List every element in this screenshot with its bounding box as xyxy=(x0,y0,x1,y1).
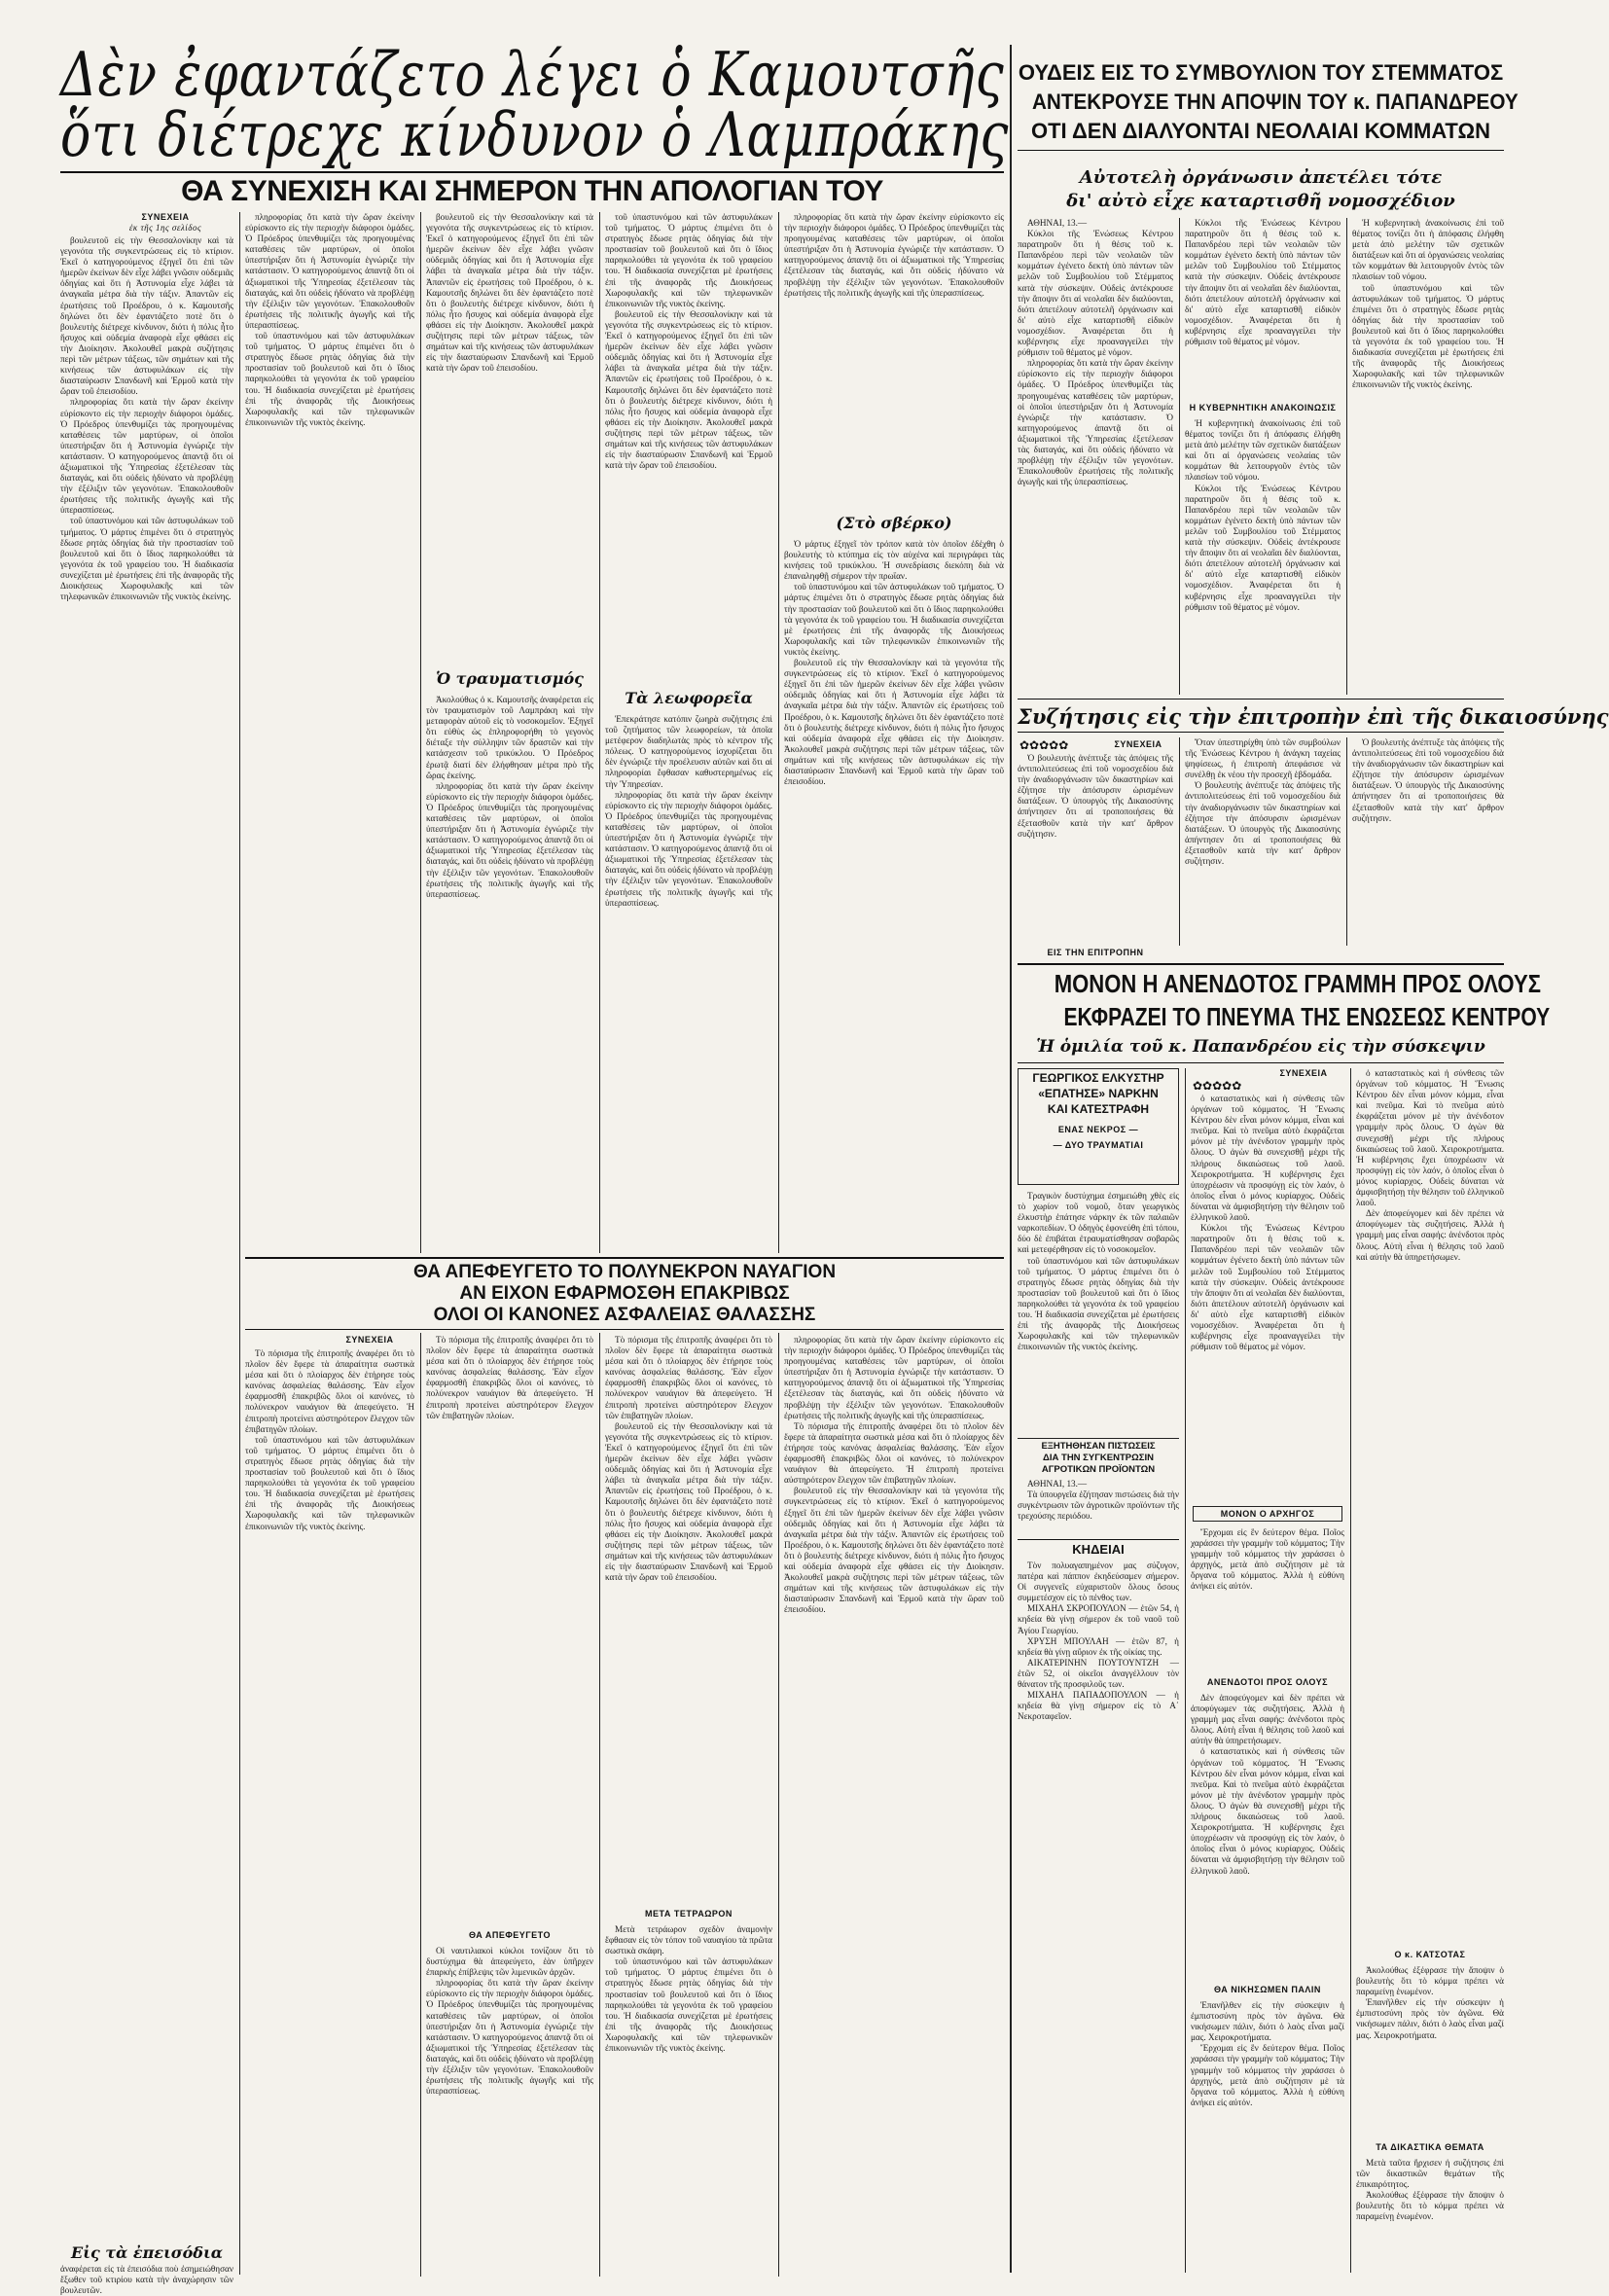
lead-subhead: ΘΑ ΣΥΝΕΧΙΣΗ ΚΑΙ ΣΗΜΕΡΟΝ ΤΗΝ ΑΠΟΛΟΓΙΑΝ ΤΟΥ xyxy=(181,175,883,207)
justice-headline: Συζήτησις εἰς τὴν ἐπιτροπὴν ἐπὶ τῆς δικαιοσύνης xyxy=(1018,704,1609,729)
justice-column-2: Ὅταν ὑπεστηρίχθη ὑπὸ τῶν συμβούλων τῆς Ἑνώσεως Κέντρου ἡ ἀνάγκη ταχείας ψηφίσεως, ἡ ἐπιτροπὴ ἀπεφάσισε νὰ συνέλθῃ ἐκ νέου τὴν προσεχῆ ἑβδομάδα. Ὁ βουλευτὴς ἀνέπτυξε τὰς ἀπόψεις τῆς ἀντιπολιτεύσεως ἐπὶ τοῦ νομοσχεδίου διὰ τὴν ἀναδιοργάνωσιν τῶν δικαστηρίων καὶ ἐζήτησε τὴν ἀπόσυρσιν ὡρισμένων διατάξεων. Ὁ ὑπουργὸς τῆς Δικαιοσύνης ἀπήντησεν ὅτι αἱ τροποποιήσεις θὰ ἐξετασθοῦν κατὰ τὴν κατ' ἄρθρον συζήτησιν. xyxy=(1185,737,1341,867)
shipwreck-continued: ΣΥΝΕΧΕΙΑ xyxy=(345,1335,394,1345)
shipwreck-headline-1: ΘΑ ΑΠΕΦΕΥΓΕΤΟ ΤΟ ΠΟΛΥΝΕΚΡΟΝ ΝΑΥΑΓΙΟΝ xyxy=(412,1262,837,1282)
lead-text-b: πληροφορίας ὅτι κατὰ τὴν ὥραν ἐκείνην εὑρίσκοντο εἰς τὴν περιοχὴν διάφοροι ὁμάδες. Ὁ Πρόεδρος ὑπενθυμίζει τὰς προηγουμένας καταθέσεις τῶν μαρτύρων, οἱ ὁποῖοι ὑπεστήριξαν ὅτι ἡ Ἀστυνομία ἐγνώριζε τὴν κατάστασιν. Ὁ κατηγορούμενος ἀπαντᾷ ὅτι οἱ ἀξιωματικοὶ τῆς Ὑπηρεσίας ἐξετέλεσαν τὰς διαταγάς, καὶ ὅτι οὐδεὶς ἠδύνατο νὰ προβλέψῃ τὴν ἐξέλιξιν τῶν γεγονότων. Ἐπακολουθοῦν ἐρωτήσεις τῆς πολιτικῆς ἀγωγῆς καὶ τῆς ὑπερασπίσεως. xyxy=(60,397,233,516)
council-headline-3: ΟΤΙ ΔΕΝ ΔΙΑΛΥΟΝΤΑΙ ΝΕΟΛΑΙΑΙ ΚΟΜΜΑΤΩΝ xyxy=(1030,119,1490,143)
lead-side-head-3: (Στὸ σβέρκο) xyxy=(836,514,952,532)
lead-column-2: πληροφορίας ὅτι κατὰ τὴν ὥραν ἐκείνην εὑρίσκοντο εἰς τὴν περιοχὴν διάφοροι ὁμάδες. Ὁ Πρόεδρος ὑπενθυμίζει τὰς προηγουμένας καταθέσεις τῶν μαρτύρων, οἱ ὁποῖοι ὑπεστήριξαν ὅτι ἡ Ἀστυνομία ἐγνώριζε τὴν κατάστασιν. Ὁ κατηγορούμενος ἀπαντᾷ ὅτι οἱ ἀξιωματικοὶ τῆς Ὑπηρεσίας ἐξετέλεσαν τὰς διαταγάς, καὶ ὅτι οὐδεὶς ἠδύνατο νὰ προβλέψῃ τὴν ἐξέλιξιν τῶν γεγονότων. Ἐπακολουθοῦν ἐρωτήσεις τῆς πολιτικῆς ἀγωγῆς καὶ τῆς ὑπερασπίσεως. τοῦ ὑπαστυνόμου καὶ τῶν ἀστυφυλάκων τοῦ τμήματος. Ὁ μάρτυς ἐπιμένει ὅτι ὁ στρατηγὸς ἔδωσε ρητὰς ὁδηγίας διὰ τὴν προστασίαν τοῦ βουλευτοῦ καὶ ὅτι ὁ ἴδιος παρηκολούθει τὰ γεγονότα ἐκ τοῦ γραφείου του. Ἡ διαδικασία συνεχίζεται μὲ ἐρωτήσεις ἐπὶ τῆς ἀναφορᾶς τῆς Διοικήσεως Χωροφυλακῆς καὶ τῶν τηλεφωνικῶν ἐπικοινωνιῶν τῆς νυκτὸς ἐκείνης. xyxy=(245,212,414,427)
lead-headline-2: ὅτι διέτρεχε κίνδυνον ὁ Λαμπράκης xyxy=(60,99,1010,170)
shipwreck-sub-2: ΘΑ ΑΠΕΦΕΥΓΕΤΟ xyxy=(468,1930,552,1940)
funeral-entry: ΧΡΥΣΗ ΜΠΟΥΛΑΗ — ἐτῶν 87, ἡ κηδεία θὰ γίνῃ αὔριον ἐκ τῆς οἰκίας της. xyxy=(1018,1635,1179,1657)
funeral-entry: ΑΙΚΑΤΕΡΙΝΗΝ ΠΟΥΤΟΥΝΤΖΗ — ἐτῶν 52, οἱ οἰκεῖοι ἀναγγέλλουν τὸν θάνατον τῆς προσφιλοῦς των. xyxy=(1018,1657,1179,1690)
shipwreck-column-1: Τὸ πόρισμα τῆς ἐπιτροπῆς ἀναφέρει ὅτι τὸ πλοῖον δὲν ἔφερε τὰ ἀπαραίτητα σωστικὰ μέσα καὶ ὅτι ὁ πλοίαρχος δὲν ἐτήρησε τοὺς κανόνας ἀσφαλείας θαλάσσης. Ἐὰν εἶχον ἐφαρμοσθῆ ἐπακριβῶς ὅλοι οἱ κανόνες, τὸ πολύνεκρον ναυάγιον θὰ ἀπεφεύγετο. Ἡ ἐπιτροπὴ προτείνει αὐστηρότερον ἔλεγχον τῶν ἐπιβατηγῶν πλοίων. τοῦ ὑπαστυνόμου καὶ τῶν ἀστυφυλάκων τοῦ τμήματος. Ὁ μάρτυς ἐπιμένει ὅτι ὁ στρατηγὸς ἔδωσε ρητὰς ὁδηγίας διὰ τὴν προστασίαν τοῦ βουλευτοῦ καὶ ὅτι ὁ ἴδιος παρηκολούθει τὰ γεγονότα ἐκ τοῦ γραφείου του. Ἡ διαδικασία συνεχίζεται μὲ ἐρωτήσεις ἐπὶ τῆς ἀναφορᾶς τῆς Διοικήσεως Χωροφυλακῆς καὶ τῶν τηλεφωνικῶν ἐπικοινωνιῶν τῆς νυκτὸς ἐκείνης. xyxy=(245,1348,414,1531)
justice-ornament: ✿✿✿✿✿ xyxy=(1019,738,1069,752)
council-headline-1: ΟΥΔΕΙΣ ΕΙΣ ΤΟ ΣΥΜΒΟΥΛΙΟΝ ΤΟΥ ΣΤΕΜΜΑΤΟΣ xyxy=(1018,60,1504,85)
credit-headline-2: ΔΙΑ ΤΗΝ ΣΥΓΚΕΝΤΡΩΣΙΝ xyxy=(1043,1453,1154,1463)
lead-side-head-2: Τὰ λεωφορεῖα xyxy=(625,689,753,707)
unyielding-sub-1: ΜΟΝΟΝ Ο ΑΡΧΗΓΟΣ xyxy=(1220,1509,1315,1519)
lead-side-text-1: Ἀκολούθως ὁ κ. Καμουτσῆς ἀναφέρεται εἰς τὸν τραυματισμὸν τοῦ Λαμπράκη καὶ τὴν μεταφορὰν αὐτοῦ εἰς τὸ νοσοκομεῖον. Ἐξηγεῖ ὅτι εὐθὺς ὡς ἐπληροφορήθη τὸ γεγονὸς διέταξε τὴν σύλληψιν τῶν δραστῶν καὶ τὴν κατάσχεσιν τοῦ τρικύκλου. Ὁ Πρόεδρος ἐρωτᾷ διατί δὲν ἐλήφθησαν μέτρα πρὸ τῆς ὥρας ἐκείνης. πληροφορίας ὅτι κατὰ τὴν ὥραν ἐκείνην εὑρίσκοντο εἰς τὴν περιοχὴν διάφοροι ὁμάδες. Ὁ Πρόεδρος ὑπενθυμίζει τὰς προηγουμένας καταθέσεις τῶν μαρτύρων, οἱ ὁποῖοι ὑπεστήριξαν ὅτι ἡ Ἀστυνομία ἐγνώριζε τὴν κατάστασιν. Ὁ κατηγορούμενος ἀπαντᾷ ὅτι οἱ ἀξιωματικοὶ τῆς Ὑπηρεσίας ἐξετέλεσαν τὰς διαταγάς, καὶ ὅτι οὐδεὶς ἠδύνατο νὰ προβλέψῃ τὴν ἐξέλιξιν τῶν γεγονότων. Ἐπακολουθοῦν ἐρωτήσεις τῆς πολιτικῆς ἀγωγῆς καὶ τῆς ὑπερασπίσεως. xyxy=(426,695,594,899)
lead-column-5: πληροφορίας ὅτι κατὰ τὴν ὥραν ἐκείνην εὑρίσκοντο εἰς τὴν περιοχὴν διάφοροι ὁμάδες. Ὁ Πρόεδρος ὑπενθυμίζει τὰς προηγουμένας καταθέσεις τῶν μαρτύρων, οἱ ὁποῖοι ὑπεστήριξαν ὅτι ἡ Ἀστυνομία ἐγνώριζε τὴν κατάστασιν. Ὁ κατηγορούμενος ἀπαντᾷ ὅτι οἱ ἀξιωματικοὶ τῆς Ὑπηρεσίας ἐξετέλεσαν τὰς διαταγάς, καὶ ὅτι οὐδεὶς ἠδύνατο νὰ προβλέψῃ τὴν ἐξέλιξιν τῶν γεγονότων. Ἐπακολουθοῦν ἐρωτήσεις τῆς πολιτικῆς ἀγωγῆς καὶ τῆς ὑπερασπίσεως. xyxy=(784,212,1004,298)
lead-text-a: βουλευτοῦ εἰς τὴν Θεσσαλονίκην καὶ τὰ γεγονότα τῆς συγκεντρώσεως εἰς τὸ κτίριον. Ἐκεῖ ὁ κατηγορούμενος ἐξηγεῖ ὅτι ἐπὶ τῶν ἡμερῶν ἐκείνων δὲν εἶχε λάβει γνῶσιν οὐδεμιᾶς ὁδηγίας καὶ ὅτι ἡ Ἀστυνομία εἶχε λάβει τὰ ἀναγκαῖα μέτρα διὰ τὴν τάξιν. Ἀπαντῶν εἰς ἐρωτήσεις τοῦ Προέδρου, ὁ κ. Καμουτσῆς δηλώνει ὅτι δὲν ἐφαντάζετο ποτὲ ὅτι ὁ βουλευτὴς διέτρεχε κίνδυνον, διότι ἡ πόλις ἦτο ἥσυχος καὶ οὐδεμία ἀναφορὰ εἶχε φθάσει εἰς τὴν Διοίκησιν. Ἀκολουθεῖ μακρὰ συζήτησις περὶ τῶν μέτρων τάξεως, τῶν σημάτων καὶ τῆς κινήσεως τῶν ἀστυφυλάκων εἰς τὴν διασταύρωσιν Σπανδωνῆ καὶ Ἑρμοῦ κατὰ τὴν ὥραν τοῦ ἐπεισοδίου. xyxy=(60,235,233,397)
credit-text: ΑΘΗΝΑΙ, 13.— Τὰ ὑπουργεῖα ἐζήτησαν πιστώσεις διὰ τὴν συγκέντρωσιν τῶν ἀγροτικῶν προϊόντων τῆς τρεχούσης περιόδου. xyxy=(1018,1479,1179,1522)
accident-sub-2: — ΔΥΟ ΤΡΑΥΜΑΤΙΑΙ xyxy=(1053,1140,1144,1150)
funerals-list xyxy=(1018,1561,1179,2273)
shipwreck-column-4: πληροφορίας ὅτι κατὰ τὴν ὥραν ἐκείνην εὑρίσκοντο εἰς τὴν περιοχὴν διάφοροι ὁμάδες. Ὁ Πρόεδρος ὑπενθυμίζει τὰς προηγουμένας καταθέσεις τῶν μαρτύρων, οἱ ὁποῖοι ὑπεστήριξαν ὅτι ἡ Ἀστυνομία ἐγνώριζε τὴν κατάστασιν. Ὁ κατηγορούμενος ἀπαντᾷ ὅτι οἱ ἀξιωματικοὶ τῆς Ὑπηρεσίας ἐξετέλεσαν τὰς διαταγάς, καὶ ὅτι οὐδεὶς ἠδύνατο νὰ προβλέψῃ τὴν ἐξέλιξιν τῶν γεγονότων. Ἐπακολουθοῦν ἐρωτήσεις τῆς πολιτικῆς ἀγωγῆς καὶ τῆς ὑπερασπίσεως. Τὸ πόρισμα τῆς ἐπιτροπῆς ἀναφέρει ὅτι τὸ πλοῖον δὲν ἔφερε τὰ ἀπαραίτητα σωστικὰ μέσα καὶ ὅτι ὁ πλοίαρχος δὲν ἐτήρησε τοὺς κανόνας ἀσφαλείας θαλάσσης. Ἐὰν εἶχον ἐφαρμοσθῆ ἐπακριβῶς ὅλοι οἱ κανόνες, τὸ πολύνεκρον ναυάγιον θὰ ἀπεφεύγετο. Ἡ ἐπιτροπὴ προτείνει αὐστηρότερον ἔλεγχον τῶν ἐπιβατηγῶν πλοίων. βουλευτοῦ εἰς τὴν Θεσσαλονίκην καὶ τὰ γεγονότα τῆς συγκεντρώσεως εἰς τὸ κτίριον. Ἐκεῖ ὁ κατηγορούμενος ἐξηγεῖ ὅτι ἐπὶ τῶν ἡμερῶν ἐκείνων δὲν εἶχε λάβει γνῶσιν οὐδεμιᾶς ὁδηγίας καὶ ὅτι ἡ Ἀστυνομία εἶχε λάβει τὰ ἀναγκαῖα μέτρα διὰ τὴν τάξιν. Ἀπαντῶν εἰς ἐρωτήσεις τοῦ Προέδρου, ὁ κ. Καμουτσῆς δηλώνει ὅτι δὲν ἐφαντάζετο ποτὲ ὅτι ὁ βουλευτὴς διέτρεχε κίνδυνον, διότι ἡ πόλις ἦτο ἥσυχος καὶ οὐδεμία ἀναφορὰ εἶχε φθάσει εἰς τὴν Διοίκησιν. Ἀκολουθεῖ μακρὰ συζήτησις περὶ τῶν μέτρων τάξεως, τῶν σημάτων καὶ τῆς κινήσεως τῶν ἀστυφυλάκων εἰς τὴν διασταύρωσιν Σπανδωνῆ καὶ Ἑρμοῦ κατὰ τὴν ὥραν τοῦ ἐπεισοδίου. xyxy=(784,1335,1004,1615)
shipwreck-headline-3: ΟΛΟΙ ΟΙ ΚΑΝΟΝΕΣ ΑΣΦΑΛΕΙΑΣ ΘΑΛΑΣΣΗΣ xyxy=(433,1305,816,1325)
funeral-entry: ΜΙΧΑΗΛ ΠΑΠΑΔΟΠΟΥΛΟΝ — ἡ κηδεία θὰ γίνῃ σήμερον εἰς τὸ Α΄ Νεκροταφεῖον. xyxy=(1018,1690,1179,1722)
accident-sub-1: ΕΝΑΣ ΝΕΚΡΟΣ — xyxy=(1057,1125,1139,1134)
unyielding-sub-2: ΑΝΕΝΔΟΤΟΙ ΠΡΟΣ ΟΛΟΥΣ xyxy=(1206,1677,1329,1687)
shipwreck-text-2: Οἱ ναυτιλιακοὶ κύκλοι τονίζουν ὅτι τὸ δυστύχημα θὰ ἀπεφεύγετο, ἐὰν ὑπῆρχεν ἐπαρκὴς ἐπίβλεψις τῶν λιμενικῶν ἀρχῶν. πληροφορίας ὅτι κατὰ τὴν ὥραν ἐκείνην εὑρίσκοντο εἰς τὴν περιοχὴν διάφοροι ὁμάδες. Ὁ Πρόεδρος ὑπενθυμίζει τὰς προηγουμένας καταθέσεις τῶν μαρτύρων, οἱ ὁποῖοι ὑπεστήριξαν ὅτι ἡ Ἀστυνομία ἐγνώριζε τὴν κατάστασιν. Ὁ κατηγορούμενος ἀπαντᾷ ὅτι οἱ ἀξιωματικοὶ τῆς Ὑπηρεσίας ἐξετέλεσαν τὰς διαταγάς, καὶ ὅτι οὐδεὶς ἠδύνατο νὰ προβλέψῃ τὴν ἐξέλιξιν τῶν γεγονότων. Ἐπακολουθοῦν ἐρωτήσεις τῆς πολιτικῆς ἀγωγῆς καὶ τῆς ὑπερασπίσεως. xyxy=(426,1946,594,2097)
lead-column-1 xyxy=(60,235,233,2240)
council-subhead-1: Αὐτοτελὴ ὀργάνωσιν ἀπετέλει τότε xyxy=(1079,167,1443,188)
unyielding-text-2: Δὲν ἀποφεύγομεν καὶ δὲν πρέπει νὰ ἀποφύγωμεν τὰς συζητήσεις. Ἀλλὰ ἡ γραμμὴ μας εἶναι σαφής: ἀνένδοτοι πρὸς ὅλους. Αὐτὴ εἶναι ἡ θέλησις τοῦ λαοῦ καὶ αὐτὴν θὰ ὑπηρετήσωμεν. ὁ καταστατικὸς καὶ ἡ σύνθεσις τῶν ὀργάνων τοῦ κόμματος. Ἡ Ἕνωσις Κέντρου δὲν εἶναι μόνον κόμμα, εἶναι καὶ πνεῦμα. Καὶ τὸ πνεῦμα αὐτὸ ἐκφράζεται μόνον μὲ τὴν ἀνένδοτον γραμμὴν πρὸς ὅλους. Ὁ ἀγὼν θὰ συνεχισθῇ μέχρι τῆς πλήρους δικαιώσεως τοῦ λαοῦ. Χειροκροτήματα. Ἡ κυβέρνησις ἔχει ὑποχρέωσιν νὰ προσφύγῃ εἰς τὸν λαόν, ὁ ὁποῖος εἶναι ὁ μόνος κυρίαρχος. Οὐδεὶς δύναται νὰ ἀμφισβητήσῃ τὴν θέλησιν τοῦ ἑλληνικοῦ λαοῦ. xyxy=(1191,1693,1344,1876)
unyielding-text-3: Ἐπανῆλθεν εἰς τὴν σύσκεψιν ἡ ἐμπιστοσύνη πρὸς τὸν ἀγῶνα. Θὰ νικήσωμεν πάλιν, διότι ὁ λαὸς εἶναι μαζί μας. Χειροκροτήματα. Ἔρχομαι εἰς ἓν δεύτερον θέμα. Ποῖος χαράσσει τὴν γραμμὴν τοῦ κόμματος; Τὴν γραμμὴν τοῦ κόμματος τὴν χαράσσει ὁ ἀρχηγός, μετὰ ἀπὸ συζήτησιν μὲ τὰ ὄργανα τοῦ κόμματος. Ἀλλὰ ἡ εὐθύνη ἀνήκει εἰς αὐτόν. xyxy=(1191,2000,1344,2107)
council-column-1: ΑΘΗΝΑΙ, 13.— Κύκλοι τῆς Ἑνώσεως Κέντρου παρατηροῦν ὅτι ἡ θέσις τοῦ κ. Παπανδρέου περὶ τῶν νεολαιῶν τῶν κομμάτων ἐγένετο δεκτὴ ὑπὸ πάντων τῶν μελῶν τοῦ Συμβουλίου τοῦ Στέμματος κατὰ τὴν σύσκεψιν. Οὐδεὶς ἀντέκρουσε τὴν ἄποψιν ὅτι αἱ νεολαῖαι δὲν διαλύονται, διότι ἀπετέλουν αὐτοτελῆ ὀργάνωσιν καὶ δι' αὐτὸ εἶχε καταρτισθῆ εἰδικὸν νομοσχέδιον. Ἀναφέρεται ὅτι ἡ κυβέρνησις εἶχε προαναγγείλει τὴν ρύθμισιν τοῦ θέματος μὲ νόμον. πληροφορίας ὅτι κατὰ τὴν ὥραν ἐκείνην εὑρίσκοντο εἰς τὴν περιοχὴν διάφοροι ὁμάδες. Ὁ Πρόεδρος ὑπενθυμίζει τὰς προηγουμένας καταθέσεις τῶν μαρτύρων, οἱ ὁποῖοι ὑπεστήριξαν ὅτι ἡ Ἀστυνομία ἐγνώριζε τὴν κατάστασιν. Ὁ κατηγορούμενος ἀπαντᾷ ὅτι οἱ ἀξιωματικοὶ τῆς Ὑπηρεσίας ἐξετέλεσαν τὰς διαταγάς, καὶ ὅτι οὐδεὶς ἠδύνατο νὰ προβλέψῃ τὴν ἐξέλιξιν τῶν γεγονότων. Ἐπακολουθοῦν ἐρωτήσεις τῆς πολιτικῆς ἀγωγῆς καὶ τῆς ὑπερασπίσεως. xyxy=(1018,218,1173,487)
council-column-2: Κύκλοι τῆς Ἑνώσεως Κέντρου παρατηροῦν ὅτι ἡ θέσις τοῦ κ. Παπανδρέου περὶ τῶν νεολαιῶν τῶν κομμάτων ἐγένετο δεκτὴ ὑπὸ πάντων τῶν μελῶν τοῦ Συμβουλίου τοῦ Στέμματος κατὰ τὴν σύσκεψιν. Οὐδεὶς ἀντέκρουσε τὴν ἄποψιν ὅτι αἱ νεολαῖαι δὲν διαλύονται, διότι ἀπετέλουν αὐτοτελῆ ὀργάνωσιν καὶ δι' αὐτὸ εἶχε καταρτισθῆ εἰδικὸν νομοσχέδιον. Ἀναφέρεται ὅτι ἡ κυβέρνησις εἶχε προαναγγείλει τὴν ρύθμισιν τοῦ θέματος μὲ νόμον. xyxy=(1185,218,1341,347)
accident-headline-1: ΓΕΩΡΓΙΚΟΣ ΕΛΚΥΣΤΗΡ xyxy=(1032,1071,1164,1085)
lead-side-text-3: Ὁ μάρτυς ἐξηγεῖ τὸν τρόπον κατὰ τὸν ὁποῖον ἐδέχθη ὁ βουλευτὴς τὸ κτύπημα εἰς τὸν αὐχένα καὶ περιγράφει τὰς κινήσεις τοῦ τρικύκλου. Ἡ συνεδρίασις διεκόπη διὰ νὰ ἐπαναληφθῇ σήμερον τὴν πρωΐαν. τοῦ ὑπαστυνόμου καὶ τῶν ἀστυφυλάκων τοῦ τμήματος. Ὁ μάρτυς ἐπιμένει ὅτι ὁ στρατηγὸς ἔδωσε ρητὰς ὁδηγίας διὰ τὴν προστασίαν τοῦ βουλευτοῦ καὶ ὅτι ὁ ἴδιος παρηκολούθει τὰ γεγονότα ἐκ τοῦ γραφείου του. Ἡ διαδικασία συνεχίζεται μὲ ἐρωτήσεις ἐπὶ τῆς ἀναφορᾶς τῆς Διοικήσεως Χωροφυλακῆς καὶ τῶν τηλεφωνικῶν ἐπικοινωνιῶν τῆς νυκτὸς ἐκείνης. βουλευτοῦ εἰς τὴν Θεσσαλονίκην καὶ τὰ γεγονότα τῆς συγκεντρώσεως εἰς τὸ κτίριον. Ἐκεῖ ὁ κατηγορούμενος ἐξηγεῖ ὅτι ἐπὶ τῶν ἡμερῶν ἐκείνων δὲν εἶχε λάβει γνῶσιν οὐδεμιᾶς ὁδηγίας καὶ ὅτι ἡ Ἀστυνομία εἶχε λάβει τὰ ἀναγκαῖα μέτρα διὰ τὴν τάξιν. Ἀπαντῶν εἰς ἐρωτήσεις τοῦ Προέδρου, ὁ κ. Καμουτσῆς δηλώνει ὅτι δὲν ἐφαντάζετο ποτὲ ὅτι ὁ βουλευτὴς διέτρεχε κίνδυνον, διότι ἡ πόλις ἦτο ἥσυχος καὶ οὐδεμία ἀναφορὰ εἶχε φθάσει εἰς τὴν Διοίκησιν. Ἀκολουθεῖ μακρὰ συζήτησις περὶ τῶν μέτρων τάξεως, τῶν σημάτων καὶ τῆς κινήσεως τῶν ἀστυφυλάκων εἰς τὴν διασταύρωσιν Σπανδωνῆ καὶ Ἑρμοῦ κατὰ τὴν ὥραν τοῦ ἐπεισοδίου. xyxy=(784,539,1004,787)
unyielding-sub-3: ΘΑ ΝΙΚΗΣΩΜΕΝ ΠΑΛΙΝ xyxy=(1214,1985,1321,1994)
lead-headline-1: Δὲν ἐφαντάζετο λέγει ὁ Καμουτσῆς xyxy=(60,39,1005,110)
unyielding-headline-2: ΕΚΦΡΑΖΕΙ ΤΟ ΠΝΕΥΜΑ ΤΗΣ ΕΝΩΣΕΩΣ ΚΕΝΤΡΟΥ xyxy=(1063,1002,1551,1031)
lead-headline-rule xyxy=(60,171,1004,173)
justice-sub: ΕΙΣ ΤΗΝ ΕΠΙΤΡΟΠΗΝ xyxy=(1047,948,1144,957)
unyielding-sub-5: ΤΑ ΔΙΚΑΣΤΙΚΑ ΘΕΜΑΤΑ xyxy=(1376,2142,1484,2152)
justice-column-3: Ὁ βουλευτὴς ἀνέπτυξε τὰς ἀπόψεις τῆς ἀντιπολιτεύσεως ἐπὶ τοῦ νομοσχεδίου διὰ τὴν ἀναδιοργάνωσιν τῶν δικαστηρίων καὶ ἐζήτησε τὴν ἀπόσυρσιν ὡρισμένων διατάξεων. Ὁ ὑπουργὸς τῆς Δικαιοσύνης ἀπήντησεν ὅτι αἱ τροποποιήσεις θὰ ἐξετασθοῦν κατὰ τὴν κατ' ἄρθρον συζήτησιν. xyxy=(1352,737,1504,823)
funerals-headline: ΚΗΔΕΙΑΙ xyxy=(1072,1542,1125,1557)
lead-side-text-2: Ἐπεκράτησε κατόπιν ζωηρὰ συζήτησις ἐπὶ τοῦ ζητήματος τῶν λεωφορείων, τὰ ὁποῖα μετέφερον διαδηλωτὰς πρὸς τὸ κέντρον τῆς πόλεως. Ὁ κατηγορούμενος ἰσχυρίζεται ὅτι δὲν ἐγνώριζε τὴν προέλευσιν αὐτῶν καὶ ὅτι αἱ πληροφορίαι ἔφθασαν καθυστερημένως εἰς τὴν Ὑπηρεσίαν. πληροφορίας ὅτι κατὰ τὴν ὥραν ἐκείνην εὑρίσκοντο εἰς τὴν περιοχὴν διάφοροι ὁμάδες. Ὁ Πρόεδρος ὑπενθυμίζει τὰς προηγουμένας καταθέσεις τῶν μαρτύρων, οἱ ὁποῖοι ὑπεστήριξαν ὅτι ἡ Ἀστυνομία ἐγνώριζε τὴν κατάστασιν. Ὁ κατηγορούμενος ἀπαντᾷ ὅτι οἱ ἀξιωματικοὶ τῆς Ὑπηρεσίας ἐξετέλεσαν τὰς διαταγάς, καὶ ὅτι οὐδεὶς ἠδύνατο νὰ προβλέψῃ τὴν ἐξέλιξιν τῶν γεγονότων. Ἐπακολουθοῦν ἐρωτήσεις τῆς πολιτικῆς ἀγωγῆς καὶ τῆς ὑπερασπίσεως. xyxy=(605,714,773,908)
council-box-head: Η ΚΥΒΕΡΝΗΤΙΚΗ ΑΝΑΚΟΙΝΩΣΙΣ xyxy=(1189,403,1337,413)
shipwreck-column-2: Τὸ πόρισμα τῆς ἐπιτροπῆς ἀναφέρει ὅτι τὸ πλοῖον δὲν ἔφερε τὰ ἀπαραίτητα σωστικὰ μέσα καὶ ὅτι ὁ πλοίαρχος δὲν ἐτήρησε τοὺς κανόνας ἀσφαλείας θαλάσσης. Ἐὰν εἶχον ἐφαρμοσθῆ ἐπακριβῶς ὅλοι οἱ κανόνες, τὸ πολύνεκρον ναυάγιον θὰ ἀπεφεύγετο. Ἡ ἐπιτροπὴ προτείνει αὐστηρότερον ἔλεγχον τῶν ἐπιβατηγῶν πλοίων. xyxy=(426,1335,593,1420)
unyielding-headline-1: ΜΟΝΟΝ Η ΑΝΕΝΔΟΤΟΣ ΓΡΑΜΜΗ ΠΡΟΣ ΟΛΟΥΣ xyxy=(1054,969,1541,998)
council-subhead-2: δι' αὐτὸ εἶχε καταρτισθῆ νομοσχέδιον xyxy=(1066,191,1455,211)
shipwreck-headline-2: ΑΝ ΕΙΧΟΝ ΕΦΑΡΜΟΣΘΗ ΕΠΑΚΡΙΒΩΣ xyxy=(459,1283,790,1304)
lead-text-c: τοῦ ὑπαστυνόμου καὶ τῶν ἀστυφυλάκων τοῦ τμήματος. Ὁ μάρτυς ἐπιμένει ὅτι ὁ στρατηγὸς ἔδωσε ρητὰς ὁδηγίας διὰ τὴν προστασίαν τοῦ βουλευτοῦ καὶ ὅτι ὁ ἴδιος παρηκολούθει τὰ γεγονότα ἐκ τοῦ γραφείου του. Ἡ διαδικασία συνεχίζεται μὲ ἐρωτήσεις ἐπὶ τῆς ἀναφορᾶς τῆς Διοικήσεως Χωροφυλακῆς καὶ τῶν τηλεφωνικῶν ἐπικοινωνιῶν τῆς νυκτὸς ἐκείνης. xyxy=(60,516,233,602)
unyielding-sub-4: Ο κ. ΚΑΤΣΟΤΑΣ xyxy=(1394,1950,1466,1959)
lead-continued: ΣΥΝΕΧΕΙΑ xyxy=(141,212,190,222)
lead-side-head-1: Ὁ τραυματισμός xyxy=(436,669,584,688)
justice-continued: ΣΥΝΕΧΕΙΑ xyxy=(1114,739,1162,749)
unyielding-text-1: Ἔρχομαι εἰς ἓν δεύτερον θέμα. Ποῖος χαράσσει τὴν γραμμὴν τοῦ κόμματος; Τὴν γραμμὴν τοῦ κόμματος τὴν χαράσσει ὁ ἀρχηγός, μετὰ ἀπὸ συζήτησιν μὲ τὰ ὄργανα τοῦ κόμματος. Ἀλλὰ ἡ εὐθύνη ἀνήκει εἰς αὐτόν. xyxy=(1191,1527,1344,1592)
lead-continued-note: ἐκ τῆς 1ης σελίδος xyxy=(128,223,202,233)
unyielding-column-2: ὁ καταστατικὸς καὶ ἡ σύνθεσις τῶν ὀργάνων τοῦ κόμματος. Ἡ Ἕνωσις Κέντρου δὲν εἶναι μόνον κόμμα, εἶναι καὶ πνεῦμα. Καὶ τὸ πνεῦμα αὐτὸ ἐκφράζεται μόνον μὲ τὴν ἀνένδοτον γραμμὴν πρὸς ὅλους. Ὁ ἀγὼν θὰ συνεχισθῇ μέχρι τῆς πλήρους δικαιώσεως τοῦ λαοῦ. Χειροκροτήματα. Ἡ κυβέρνησις ἔχει ὑποχρέωσιν νὰ προσφύγῃ εἰς τὸν λαόν, ὁ ὁποῖος εἶναι ὁ μόνος κυρίαρχος. Οὐδεὶς δύναται νὰ ἀμφισβητήσῃ τὴν θέλησιν τοῦ ἑλληνικοῦ λαοῦ. Δὲν ἀποφεύγομεν καὶ δὲν πρέπει νὰ ἀποφύγωμεν τὰς συζητήσεις. Ἀλλὰ ἡ γραμμὴ μας εἶναι σαφής: ἀνένδοτοι πρὸς ὅλους. Αὐτὴ εἶναι ἡ θέλησις τοῦ λαοῦ καὶ αὐτὴν θὰ ὑπηρετήσωμεν. xyxy=(1356,1068,1504,1262)
unyielding-subhead: Ἡ ὁμιλία τοῦ κ. Παπανδρέου εἰς τὴν σύσκεψιν xyxy=(1036,1037,1485,1057)
accident-text: Τραγικὸν δυστύχημα ἐσημειώθη χθὲς εἰς τὸ χωρίον τοῦ νομοῦ, ὅταν γεωργικὸς ἐλκυστὴρ ἐπάτησε νάρκην ἐκ τῶν παλαιῶν ναρκοπεδίων. Ὁ ὁδηγὸς ἐφονεύθη ἐπὶ τόπου, δύο δὲ ἐπιβάται ἐτραυματίσθησαν σοβαρῶς καὶ μετεφέρθησαν εἰς τὸ νοσοκομεῖον. τοῦ ὑπαστυνόμου καὶ τῶν ἀστυφυλάκων τοῦ τμήματος. Ὁ μάρτυς ἐπιμένει ὅτι ὁ στρατηγὸς ἔδωσε ρητὰς ὁδηγίας διὰ τὴν προστασίαν τοῦ βουλευτοῦ καὶ ὅτι ὁ ἴδιος παρηκολούθει τὰ γεγονότα ἐκ τοῦ γραφείου του. Ἡ διαδικασία συνεχίζεται μὲ ἐρωτήσεις ἐπὶ τῆς ἀναφορᾶς τῆς Διοικήσεως Χωροφυλακῆς καὶ τῶν τηλεφωνικῶν ἐπικοινωνιῶν τῆς νυκτὸς ἐκείνης. xyxy=(1018,1191,1179,1352)
unyielding-text-5: Μετὰ ταῦτα ἤρχισεν ἡ συζήτησις ἐπὶ τῶν δικαστικῶν θεμάτων τῆς ἐπικαιρότητος. Ἀκολούθως ἐξέφρασε τὴν ἄποψιν ὁ βουλευτὴς ὅτι τὸ κόμμα πρέπει νὰ παραμείνῃ ἑνωμένον. xyxy=(1356,2158,1504,2222)
lead-side-head-4: Εἰς τὰ ἐπεισόδια xyxy=(71,2243,223,2262)
lead-side-text-4: ἀναφέρεται εἰς τὰ ἐπεισόδια ποὺ ἐσημειώθησαν ἔξωθεν τοῦ κτιρίου κατὰ τὴν ἀναχώρησιν τῶν βουλευτῶν. xyxy=(60,2264,233,2296)
funeral-entry: ΜΙΧΑΗΛ ΣΚΡΟΠΟΥΛΟΝ — ἐτῶν 54, ἡ κηδεία θὰ γίνῃ σήμερον ἐκ τοῦ ναοῦ τοῦ Ἁγίου Γεωργίου. xyxy=(1018,1603,1179,1635)
accident-headline-2: «ΕΠΑΤΗΣΕ» ΝΑΡΚΗΝ xyxy=(1038,1087,1159,1100)
lead-column-3: βουλευτοῦ εἰς τὴν Θεσσαλονίκην καὶ τὰ γεγονότα τῆς συγκεντρώσεως εἰς τὸ κτίριον. Ἐκεῖ ὁ κατηγορούμενος ἐξηγεῖ ὅτι ἐπὶ τῶν ἡμερῶν ἐκείνων δὲν εἶχε λάβει γνῶσιν οὐδεμιᾶς ὁδηγίας καὶ ὅτι ἡ Ἀστυνομία εἶχε λάβει τὰ ἀναγκαῖα μέτρα διὰ τὴν τάξιν. Ἀπαντῶν εἰς ἐρωτήσεις τοῦ Προέδρου, ὁ κ. Καμουτσῆς δηλώνει ὅτι δὲν ἐφαντάζετο ποτὲ ὅτι ὁ βουλευτὴς διέτρεχε κίνδυνον, διότι ἡ πόλις ἦτο ἥσυχος καὶ οὐδεμία ἀναφορὰ εἶχε φθάσει εἰς τὴν Διοίκησιν. Ἀκολουθεῖ μακρὰ συζήτησις περὶ τῶν μέτρων τάξεως, τῶν σημάτων καὶ τῆς κινήσεως τῶν ἀστυφυλάκων εἰς τὴν διασταύρωσιν Σπανδωνῆ καὶ Ἑρμοῦ κατὰ τὴν ὥραν τοῦ ἐπεισοδίου. xyxy=(426,212,593,374)
council-column-3: Ἡ κυβερνητικὴ ἀνακοίνωσις ἐπὶ τοῦ θέματος τονίζει ὅτι ἡ ἀπόφασις ἐλήφθη μετὰ ἀπὸ μελέτην τῶν σχετικῶν διατάξεων καὶ ὅτι αἱ ὀργανώσεις νεολαίας τῶν κομμάτων θὰ λειτουργοῦν ἐντὸς τῶν πλαισίων τοῦ νόμου. τοῦ ὑπαστυνόμου καὶ τῶν ἀστυφυλάκων τοῦ τμήματος. Ὁ μάρτυς ἐπιμένει ὅτι ὁ στρατηγὸς ἔδωσε ρητὰς ὁδηγίας διὰ τὴν προστασίαν τοῦ βουλευτοῦ καὶ ὅτι ὁ ἴδιος παρηκολούθει τὰ γεγονότα ἐκ τοῦ γραφείου του. Ἡ διαδικασία συνεχίζεται μὲ ἐρωτήσεις ἐπὶ τῆς ἀναφορᾶς τῆς Διοικήσεως Χωροφυλακῆς καὶ τῶν τηλεφωνικῶν ἐπικοινωνιῶν τῆς νυκτὸς ἐκείνης. xyxy=(1352,218,1504,390)
unyielding-text-4: Ἀκολούθως ἐξέφρασε τὴν ἄποψιν ὁ βουλευτὴς ὅτι τὸ κόμμα πρέπει νὰ παραμείνῃ ἑνωμένον. Ἐπανῆλθεν εἰς τὴν σύσκεψιν ἡ ἐμπιστοσύνη πρὸς τὸν ἀγῶνα. Θὰ νικήσωμεν πάλιν, διότι ὁ λαὸς εἶναι μαζί μας. Χειροκροτήματα. xyxy=(1356,1965,1504,2040)
council-headline-2: ΑΝΤΕΚΡΟΥΣΕ ΤΗΝ ΑΠΟΨΙΝ ΤΟΥ κ. ΠΑΠΑΝΔΡΕΟΥ xyxy=(1032,90,1519,114)
credit-headline-1: ΕΞΗΤΗΘΗΣΑΝ ΠΙΣΤΩΣΕΙΣ xyxy=(1041,1441,1156,1452)
funeral-entry: Τὸν πολυαγαπημένον μας σύζυγον, πατέρα καὶ πάππον ἐκηδεύσαμεν σήμερον. Οἱ συγγενεῖς εὐχαριστοῦν ὅλους ὅσους συμμετέσχον εἰς τὸ πένθος των. xyxy=(1018,1561,1179,1603)
accident-headline-3: ΚΑΙ ΚΑΤΕΣΤΡΑΦΗ xyxy=(1047,1102,1150,1116)
unyielding-ornament: ✿✿✿✿✿ xyxy=(1193,1079,1242,1093)
council-dateline: ΑΘΗΝΑΙ, 13.— xyxy=(1027,218,1088,228)
shipwreck-column-3: Τὸ πόρισμα τῆς ἐπιτροπῆς ἀναφέρει ὅτι τὸ πλοῖον δὲν ἔφερε τὰ ἀπαραίτητα σωστικὰ μέσα καὶ ὅτι ὁ πλοίαρχος δὲν ἐτήρησε τοὺς κανόνας ἀσφαλείας θαλάσσης. Ἐὰν εἶχον ἐφαρμοσθῆ ἐπακριβῶς ὅλοι οἱ κανόνες, τὸ πολύνεκρον ναυάγιον θὰ ἀπεφεύγετο. Ἡ ἐπιτροπὴ προτείνει αὐστηρότερον ἔλεγχον τῶν ἐπιβατηγῶν πλοίων. βουλευτοῦ εἰς τὴν Θεσσαλονίκην καὶ τὰ γεγονότα τῆς συγκεντρώσεως εἰς τὸ κτίριον. Ἐκεῖ ὁ κατηγορούμενος ἐξηγεῖ ὅτι ἐπὶ τῶν ἡμερῶν ἐκείνων δὲν εἶχε λάβει γνῶσιν οὐδεμιᾶς ὁδηγίας καὶ ὅτι ἡ Ἀστυνομία εἶχε λάβει τὰ ἀναγκαῖα μέτρα διὰ τὴν τάξιν. Ἀπαντῶν εἰς ἐρωτήσεις τοῦ Προέδρου, ὁ κ. Καμουτσῆς δηλώνει ὅτι δὲν ἐφαντάζετο ποτὲ ὅτι ὁ βουλευτὴς διέτρεχε κίνδυνον, διότι ἡ πόλις ἦτο ἥσυχος καὶ οὐδεμία ἀναφορὰ εἶχε φθάσει εἰς τὴν Διοίκησιν. Ἀκολουθεῖ μακρὰ συζήτησις περὶ τῶν μέτρων τάξεως, τῶν σημάτων καὶ τῆς κινήσεως τῶν ἀστυφυλάκων εἰς τὴν διασταύρωσιν Σπανδωνῆ καὶ Ἑρμοῦ κατὰ τὴν ὥραν τοῦ ἐπεισοδίου. xyxy=(605,1335,772,1583)
credit-headline-3: ΑΓΡΟΤΙΚΩΝ ΠΡΟΪΟΝΤΩΝ xyxy=(1041,1464,1156,1475)
unyielding-continued: ΣΥΝΕΧΕΙΑ xyxy=(1279,1068,1328,1078)
shipwreck-sub-1: ΜΕΤΑ ΤΕΤΡΑΩΡΟΝ xyxy=(645,1909,733,1919)
justice-column-1: Ὁ βουλευτὴς ἀνέπτυξε τὰς ἀπόψεις τῆς ἀντιπολιτεύσεως ἐπὶ τοῦ νομοσχεδίου διὰ τὴν ἀναδιοργάνωσιν τῶν δικαστηρίων καὶ ἐζήτησε τὴν ἀπόσυρσιν ὡρισμένων διατάξεων. Ὁ ὑπουργὸς τῆς Δικαιοσύνης ἀπήντησεν ὅτι αἱ τροποποιήσεις θὰ ἐξετασθοῦν κατὰ τὴν κατ' ἄρθρον συζήτησιν. xyxy=(1018,753,1173,839)
lead-column-4: τοῦ ὑπαστυνόμου καὶ τῶν ἀστυφυλάκων τοῦ τμήματος. Ὁ μάρτυς ἐπιμένει ὅτι ὁ στρατηγὸς ἔδωσε ρητὰς ὁδηγίας διὰ τὴν προστασίαν τοῦ βουλευτοῦ καὶ ὅτι ὁ ἴδιος παρηκολούθει τὰ γεγονότα ἐκ τοῦ γραφείου του. Ἡ διαδικασία συνεχίζεται μὲ ἐρωτήσεις ἐπὶ τῆς ἀναφορᾶς τῆς Διοικήσεως Χωροφυλακῆς καὶ τῶν τηλεφωνικῶν ἐπικοινωνιῶν τῆς νυκτὸς ἐκείνης. βουλευτοῦ εἰς τὴν Θεσσαλονίκην καὶ τὰ γεγονότα τῆς συγκεντρώσεως εἰς τὸ κτίριον. Ἐκεῖ ὁ κατηγορούμενος ἐξηγεῖ ὅτι ἐπὶ τῶν ἡμερῶν ἐκείνων δὲν εἶχε λάβει γνῶσιν οὐδεμιᾶς ὁδηγίας καὶ ὅτι ἡ Ἀστυνομία εἶχε λάβει τὰ ἀναγκαῖα μέτρα διὰ τὴν τάξιν. Ἀπαντῶν εἰς ἐρωτήσεις τοῦ Προέδρου, ὁ κ. Καμουτσῆς δηλώνει ὅτι δὲν ἐφαντάζετο ποτὲ ὅτι ὁ βουλευτὴς διέτρεχε κίνδυνον, διότι ἡ πόλις ἦτο ἥσυχος καὶ οὐδεμία ἀναφορὰ εἶχε φθάσει εἰς τὴν Διοίκησιν. Ἀκολουθεῖ μακρὰ συζήτησις περὶ τῶν μέτρων τάξεως, τῶν σημάτων καὶ τῆς κινήσεως τῶν ἀστυφυλάκων εἰς τὴν διασταύρωσιν Σπανδωνῆ καὶ Ἑρμοῦ κατὰ τὴν ὥραν τοῦ ἐπεισοδίου. xyxy=(605,212,772,471)
council-box-text: Ἡ κυβερνητικὴ ἀνακοίνωσις ἐπὶ τοῦ θέματος τονίζει ὅτι ἡ ἀπόφασις ἐλήφθη μετὰ ἀπὸ μελέτην τῶν σχετικῶν διατάξεων καὶ ὅτι αἱ ὀργανώσεις νεολαίας τῶν κομμάτων θὰ λειτουργοῦν ἐντὸς τῶν πλαισίων τοῦ νόμου. Κύκλοι τῆς Ἑνώσεως Κέντρου παρατηροῦν ὅτι ἡ θέσις τοῦ κ. Παπανδρέου περὶ τῶν νεολαιῶν τῶν κομμάτων ἐγένετο δεκτὴ ὑπὸ πάντων τῶν μελῶν τοῦ Συμβουλίου τοῦ Στέμματος κατὰ τὴν σύσκεψιν. Οὐδεὶς ἀντέκρουσε τὴν ἄποψιν ὅτι αἱ νεολαῖαι δὲν διαλύονται, διότι ἀπετέλουν αὐτοτελῆ ὀργάνωσιν καὶ δι' αὐτὸ εἶχε καταρτισθῆ εἰδικὸν νομοσχέδιον. Ἀναφέρεται ὅτι ἡ κυβέρνησις εἶχε προαναγγείλει τὴν ρύθμισιν τοῦ θέματος μὲ νόμον. xyxy=(1185,418,1341,612)
unyielding-column-1: ὁ καταστατικὸς καὶ ἡ σύνθεσις τῶν ὀργάνων τοῦ κόμματος. Ἡ Ἕνωσις Κέντρου δὲν εἶναι μόνον κόμμα, εἶναι καὶ πνεῦμα. Καὶ τὸ πνεῦμα αὐτὸ ἐκφράζεται μόνον μὲ τὴν ἀνένδοτον γραμμὴν πρὸς ὅλους. Ὁ ἀγὼν θὰ συνεχισθῇ μέχρι τῆς πλήρους δικαιώσεως τοῦ λαοῦ. Χειροκροτήματα. Ἡ κυβέρνησις ἔχει ὑποχρέωσιν νὰ προσφύγῃ εἰς τὸν λαόν, ὁ ὁποῖος εἶναι ὁ μόνος κυρίαρχος. Οὐδεὶς δύναται νὰ ἀμφισβητήσῃ τὴν θέλησιν τοῦ ἑλληνικοῦ λαοῦ. Κύκλοι τῆς Ἑνώσεως Κέντρου παρατηροῦν ὅτι ἡ θέσις τοῦ κ. Παπανδρέου περὶ τῶν νεολαιῶν τῶν κομμάτων ἐγένετο δεκτὴ ὑπὸ πάντων τῶν μελῶν τοῦ Συμβουλίου τοῦ Στέμματος κατὰ τὴν σύσκεψιν. Οὐδεὶς ἀντέκρουσε τὴν ἄποψιν ὅτι αἱ νεολαῖαι δὲν διαλύονται, διότι ἀπετέλουν αὐτοτελῆ ὀργάνωσιν καὶ δι' αὐτὸ εἶχε καταρτισθῆ εἰδικὸν νομοσχέδιον. Ἀναφέρεται ὅτι ἡ κυβέρνησις εἶχε προαναγγείλει τὴν ρύθμισιν τοῦ θέματος μὲ νόμον. xyxy=(1191,1094,1344,1352)
shipwreck-text-1: Μετὰ τετράωρον σχεδὸν ἀναμονὴν ἔφθασαν εἰς τὸν τόπον τοῦ ναυαγίου τὰ πρῶτα σωστικὰ σκάφη. τοῦ ὑπαστυνόμου καὶ τῶν ἀστυφυλάκων τοῦ τμήματος. Ὁ μάρτυς ἐπιμένει ὅτι ὁ στρατηγὸς ἔδωσε ρητὰς ὁδηγίας διὰ τὴν προστασίαν τοῦ βουλευτοῦ καὶ ὅτι ὁ ἴδιος παρηκολούθει τὰ γεγονότα ἐκ τοῦ γραφείου του. Ἡ διαδικασία συνεχίζεται μὲ ἐρωτήσεις ἐπὶ τῆς ἀναφορᾶς τῆς Διοικήσεως Χωροφυλακῆς καὶ τῶν τηλεφωνικῶν ἐπικοινωνιῶν τῆς νυκτὸς ἐκείνης. xyxy=(605,1924,772,2054)
